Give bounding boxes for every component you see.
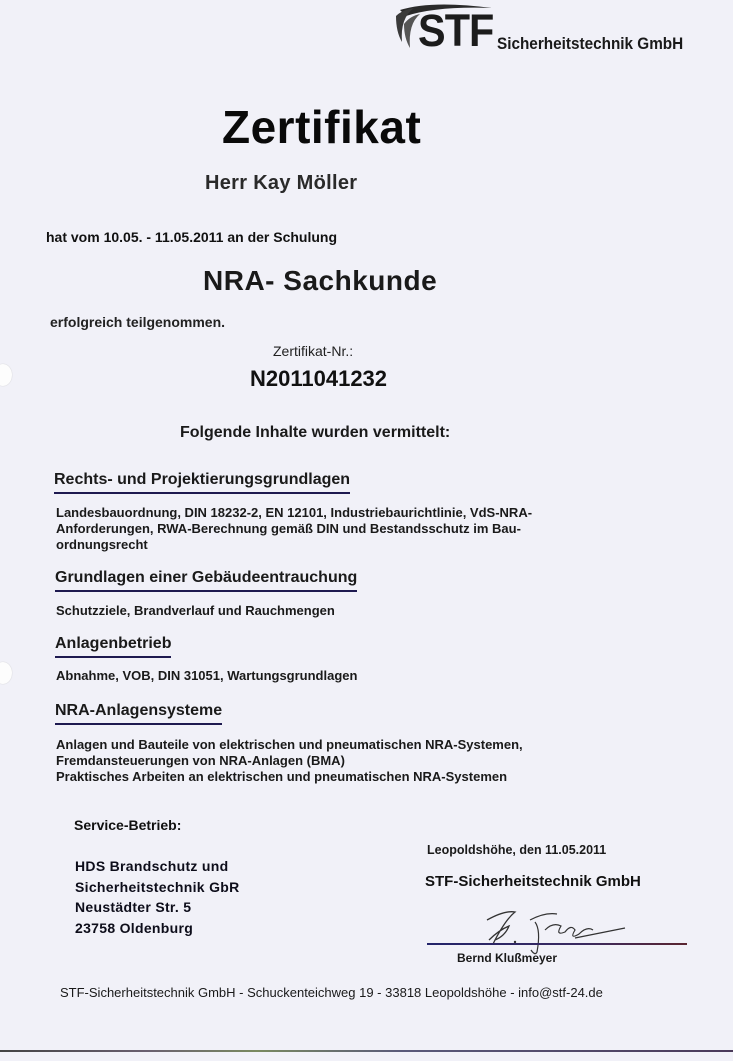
section-body (56, 603, 656, 619)
punch-hole (0, 662, 12, 684)
section-heading: Grundlagen einer Gebäudeentrauchung (55, 569, 357, 592)
service-label: Service-Betrieb: (74, 817, 182, 833)
section-heading: Rechts- und Projektierungsgrundlagen (54, 471, 350, 494)
certificate-number-label: Zertifikat-Nr.: (273, 343, 354, 359)
training-period: hat vom 10.05. - 11.05.2011 an der Schulung (46, 229, 338, 245)
section-line: Anforderungen, RWA-Berechnung gemäß DIN und Bestandsschutz im Bau- (56, 521, 521, 536)
section-line: Landesbauordnung, DIN 18232-2, EN 12101, Industriebaurichtlinie, VdS-NRA- (56, 505, 533, 520)
section-line: Praktisches Arbeiten an elektrischen und pneumatischen NRA-Systemen (56, 769, 508, 784)
section-body (56, 737, 656, 785)
signing-company: STF-Sicherheitstechnik GmbH (425, 873, 641, 890)
course-name: NRA- Sachkunde (203, 265, 438, 296)
certificate-title: Zertifikat (222, 101, 422, 153)
section-heading: NRA-Anlagensysteme (55, 702, 222, 725)
address-line: Neustädter Str. 5 (75, 899, 192, 915)
stf-logo-text: STF (418, 5, 494, 56)
address-line: 23758 Oldenburg (75, 919, 194, 936)
punch-hole (0, 364, 12, 386)
footer-address: STF-Sicherheitstechnik GmbH - Schuckenteichweg 19 - 33818 Leopoldshöhe - info@stf-24.de (60, 985, 603, 1000)
place-date: Leopoldshöhe, den 11.05.2011 (427, 843, 607, 857)
signer-name: Bernd Klußmeyer (457, 951, 558, 965)
section-line: ordnungsrecht (56, 537, 148, 552)
address-line: Sicherheitstechnik GbR (75, 878, 240, 895)
page-bottom-edge (0, 1050, 733, 1052)
section-body (56, 505, 656, 553)
contents-heading: Folgende Inhalte wurden vermittelt: (180, 424, 451, 441)
recipient-name: Herr Kay Möller (205, 172, 358, 194)
service-address (75, 856, 240, 938)
section-heading: Anlagenbetrieb (55, 635, 171, 658)
section-line: Anlagen und Bauteile von elektrischen und pneumatischen NRA-Systemen, (56, 737, 523, 752)
completion-text: erfolgreich teilgenommen. (50, 314, 226, 330)
address-line: HDS Brandschutz und (75, 858, 229, 874)
signature-line (427, 943, 687, 945)
certificate-number: N2011041232 (250, 366, 388, 391)
section-line: Abnahme, VOB, DIN 31051, Wartungsgrundlagen (56, 668, 358, 683)
company-header-name: Sicherheitstechnik GmbH (497, 34, 684, 53)
section-line: Schutzziele, Brandverlauf und Rauchmengen (56, 603, 335, 618)
section-line: Fremdansteuerungen von NRA-Anlagen (BMA) (56, 753, 345, 768)
section-body (56, 668, 656, 684)
